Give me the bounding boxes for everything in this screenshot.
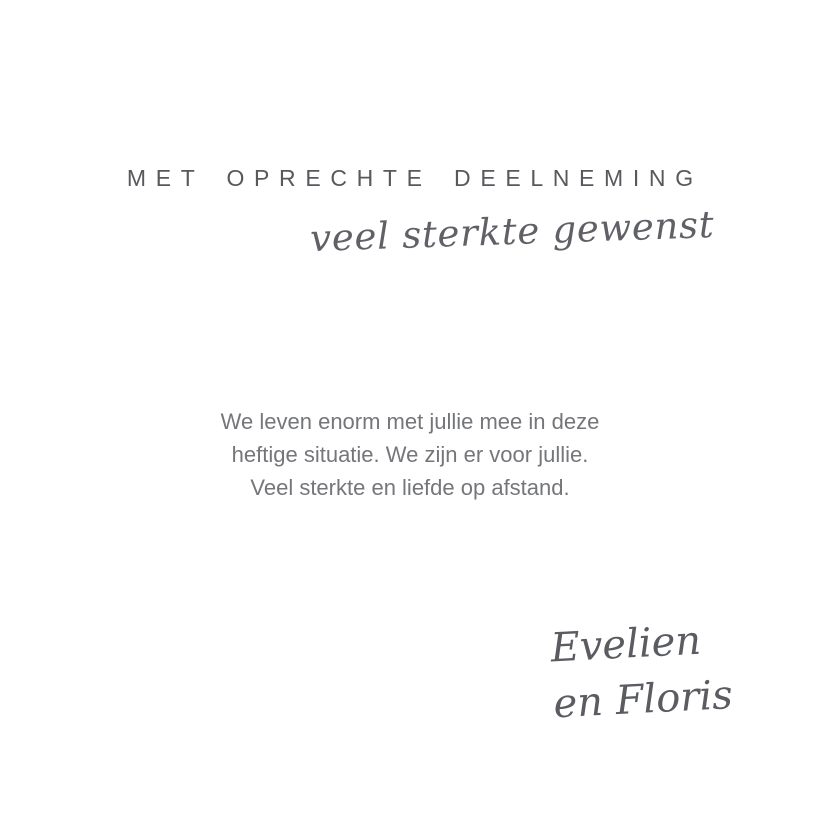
message-line-3: Veel sterkte en liefde op afstand. bbox=[250, 475, 570, 500]
signature-name-line-2: en Floris bbox=[552, 672, 734, 728]
card-heading: MET OPRECHTE DEELNEMING bbox=[126, 165, 703, 191]
card-signature bbox=[549, 612, 734, 733]
message-line-1: We leven enorm met jullie mee in deze bbox=[220, 409, 600, 434]
message-line-2: heftige situatie. We zijn er voor jullie. bbox=[231, 442, 589, 467]
signature-name-line-1: Evelien bbox=[549, 617, 703, 672]
card-subheading-script: veel sterkte gewenst bbox=[309, 203, 715, 261]
card-message bbox=[0, 405, 820, 504]
